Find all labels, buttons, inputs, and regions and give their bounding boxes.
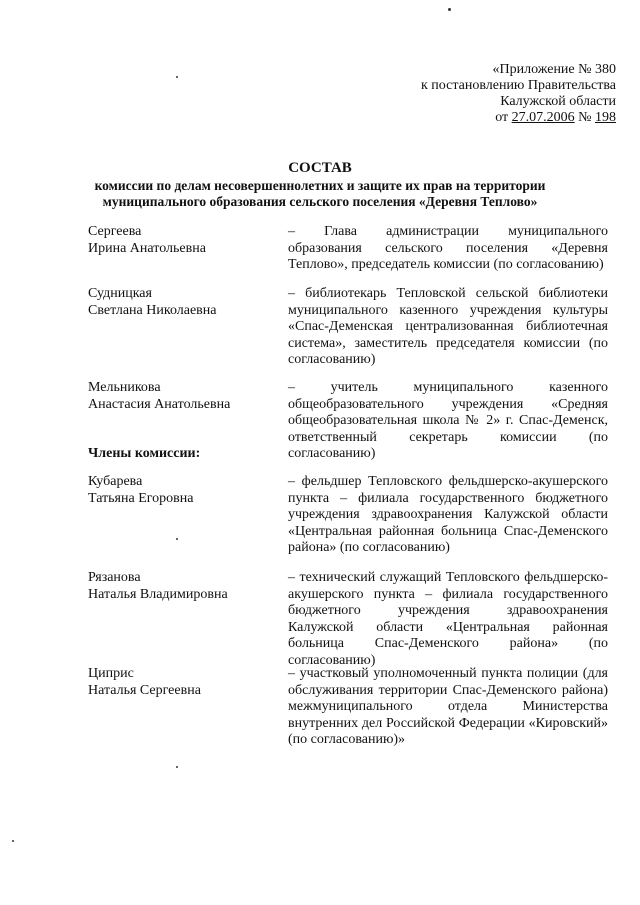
appendix-line: «Приложение № 380 — [492, 62, 616, 77]
member-name — [88, 570, 268, 603]
member-given-name: Ирина Анатольевна — [88, 240, 206, 256]
member-surname: Циприс — [88, 666, 134, 681]
scan-speck — [176, 538, 178, 540]
date-prefix: от — [495, 110, 512, 125]
member-role: – учитель муниципального казенного общеобразовательного учреждения «Средняя общеобразовательная школа № 2» г. Спас-Деменск, ответственный секретарь комиссии (по согласованию) — [288, 380, 608, 461]
member-role: – Глава администрации муниципального образования сельского поселения «Деревня Теплово», председатель комиссии (по согласованию) — [288, 224, 608, 272]
decree-date: 27.07.2006 — [511, 110, 575, 125]
member-surname: Мельникова — [88, 380, 161, 395]
document-subtitle: комиссии по делам несовершеннолетних и защите их прав на территории муниципального образования сельского поселения «Деревня Теплово» — [94, 178, 546, 209]
member-surname: Рязанова — [88, 570, 141, 585]
decree-line: к постановлению Правительства — [420, 78, 616, 93]
member-name — [88, 286, 268, 319]
member-given-name: Анастасия Анатольевна — [88, 396, 231, 412]
scan-speck — [176, 76, 178, 78]
members-heading: Члены комиссии: — [88, 446, 201, 461]
member-role: – технический служащий Тепловского фельдшерско-акушерского пункта – филиала государственного бюджетного учреждения здравоохранения Калужской области «Центральная районная больница Спас-Деменского района» (по согласованию) — [288, 570, 608, 668]
decree-number: 198 — [595, 110, 616, 125]
member-role: – библиотекарь Тепловской сельской библиотеки муниципального казенного учреждения культуры «Спас-Деменская централизованная библиотечная система», заместитель председателя комиссии (по согласованию) — [288, 286, 608, 367]
member-given-name: Наталья Сергеевна — [88, 682, 201, 698]
member-surname: Судницкая — [88, 286, 152, 301]
member-given-name: Светлана Николаевна — [88, 302, 217, 318]
member-role: – участковый уполномоченный пункта полиции (для обслуживания территории Спас-Деменского района) межмуниципального отдела Министерства внутренних дел Российской Федерации «Кировский» (по согласованию)» — [288, 666, 608, 747]
number-sep: № — [574, 110, 595, 125]
member-name — [88, 474, 268, 507]
member-role: – фельдшер Тепловского фельдшерско-акушерского пункта – филиала государственного бюджетного учреждения здравоохранения Калужской области «Центральная районная больница Спас-Деменского района» (по согласованию) — [288, 474, 608, 555]
member-surname: Сергеева — [88, 224, 142, 239]
region-line: Калужской области — [500, 94, 616, 109]
appendix-header — [336, 62, 616, 126]
member-name — [88, 666, 268, 699]
member-surname: Кубарева — [88, 474, 143, 489]
member-given-name: Татьяна Егоровна — [88, 490, 194, 506]
member-name — [88, 380, 268, 413]
scan-speck — [448, 8, 451, 11]
scan-speck — [176, 766, 178, 768]
date-number-line — [336, 110, 616, 126]
document-title: СОСТАВ — [288, 160, 352, 176]
member-given-name: Наталья Владимировна — [88, 586, 228, 602]
scan-speck — [12, 840, 14, 842]
member-name — [88, 224, 268, 257]
